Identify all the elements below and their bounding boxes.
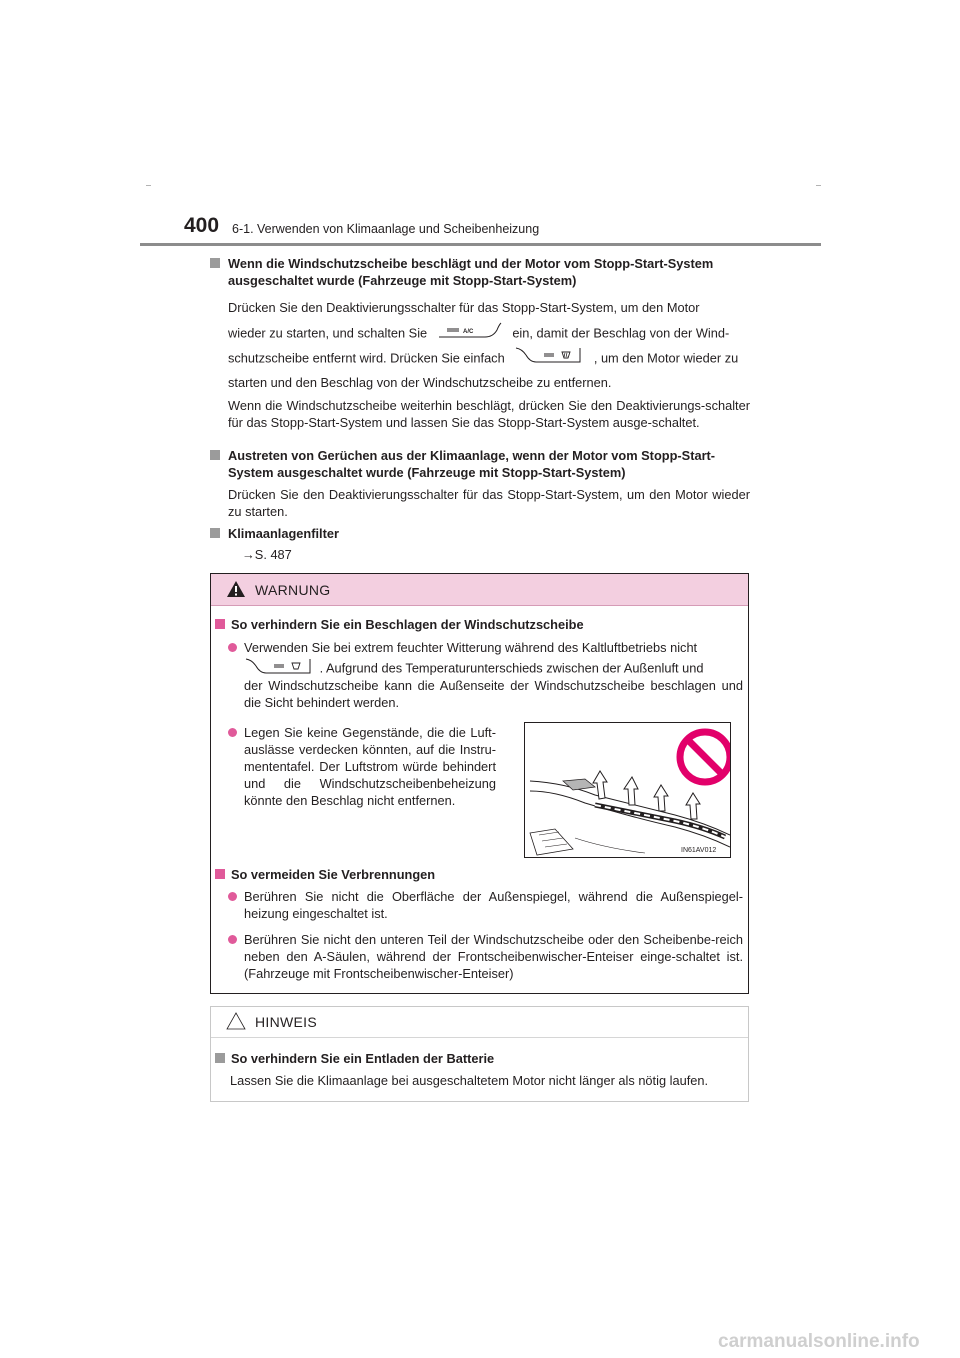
page-number: 400 bbox=[184, 214, 220, 237]
odor-text: Drücken Sie den Deaktivierungsschalter für das Stopp-Start-System, um den Motor wieder zu starten. bbox=[228, 487, 750, 519]
warning-header bbox=[211, 574, 748, 606]
fog-restart-text-line3a: schutzscheibe entfernt wird. Drücken Sie einfach bbox=[228, 350, 505, 366]
svg-text:A/C: A/C bbox=[462, 329, 474, 335]
warning-fog-heading: So verhindern Sie ein Beschlagen der Windschutzscheibe bbox=[211, 616, 743, 633]
round-bullet-icon bbox=[228, 892, 237, 901]
odor-section bbox=[210, 447, 750, 520]
note-battery-heading: So verhindern Sie ein Entladen der Batterie bbox=[211, 1050, 743, 1067]
warning-fog-bullet1-rest: der Windschutzscheibe kann die Außenseite der Windschutzscheibe beschlagen und die Sicht behindert werden. bbox=[244, 678, 743, 710]
square-bullet-icon bbox=[210, 450, 220, 460]
note-title: HINWEIS bbox=[255, 1014, 317, 1030]
square-bullet-icon bbox=[210, 528, 220, 538]
warning-fog-bullet1-line2: . Aufgrund des Temperaturunterschieds zwischen der Außenluft und bbox=[319, 660, 704, 676]
fog-restart-text-line4: starten und den Beschlag von der Windschutzscheibe zu entfernen. bbox=[228, 375, 612, 390]
ac-button-icon bbox=[437, 320, 503, 348]
filter-page-reference[interactable]: →S. 487 bbox=[242, 547, 292, 562]
warning-triangle-icon bbox=[226, 580, 246, 603]
fog-restart-text-line2a: wieder zu starten, und schalten Sie bbox=[228, 325, 428, 341]
fog-persist-text: Wenn die Windschutzscheibe weiterhin beschlägt, drücken Sie den Deaktivierungs-schalter für das Stopp-Start-System und lassen Sie das Stopp-Start-System ausge-schaltet. bbox=[228, 398, 750, 430]
warning-burn-bullet2: Berühren Sie nicht den unteren Teil der Windschutzscheibe oder den Scheibenbe-reich neben den A-Säulen, während der Frontscheibenwischer-Enteiser einge-schaltet ist. (Fahrzeuge mit Frontscheibenwischer-Enteiser) bbox=[244, 932, 743, 981]
fog-restart-text-line2b: ein, damit der Beschlag von der Wind- bbox=[512, 325, 730, 341]
fog-restart-text-line3b: , um den Motor wieder zu bbox=[593, 350, 739, 366]
note-battery-text: Lassen Sie die Klimaanlage bei ausgeschaltetem Motor nicht länger als nötig laufen. bbox=[230, 1073, 709, 1088]
warning-fog-bullet1-line1: Verwenden Sie bei extrem feuchter Witterung während des Kaltluftbetriebs nicht bbox=[244, 640, 698, 655]
warning-burn-bullet1: Berühren Sie nicht die Oberfläche der Außenspiegel, während die Außenspiegel-heizung eingeschaltet ist. bbox=[244, 889, 743, 921]
square-bullet-icon bbox=[215, 869, 225, 879]
round-bullet-icon bbox=[228, 935, 237, 944]
square-bullet-icon bbox=[215, 1053, 225, 1063]
round-bullet-icon bbox=[228, 643, 237, 652]
warning-burn-heading: So vermeiden Sie Verbrennungen bbox=[211, 866, 743, 883]
round-bullet-icon bbox=[228, 728, 237, 737]
dashboard-vent-figure bbox=[524, 722, 731, 858]
warning-fog-bullet2: Legen Sie keine Gegenstände, die die Luft-auslässe verdecken könnten, auf die Instru-mententafel. Der Luftstrom würde behindert und die Windschutzscheibenbeheizung könnte den Beschlag nicht entfernen. bbox=[244, 725, 496, 808]
windshield-defogger-button-icon bbox=[514, 345, 584, 373]
crop-mark-left bbox=[146, 185, 151, 186]
footer-watermark[interactable]: carmanualsonline.info bbox=[718, 1331, 920, 1352]
warning-burn-section bbox=[211, 866, 743, 982]
fog-restart-text-line1: Drücken Sie den Deaktivierungsschalter für das Stopp-Start-System, um den Motor bbox=[228, 300, 700, 315]
square-bullet-icon bbox=[215, 619, 225, 629]
note-header bbox=[211, 1007, 748, 1038]
section-title: 6-1. Verwenden von Klimaanlage und Scheibenheizung bbox=[232, 222, 540, 236]
figure-code: IN61AV012 bbox=[681, 847, 717, 854]
warning-title: WARNUNG bbox=[255, 582, 331, 598]
caution-triangle-outline-icon bbox=[226, 1012, 246, 1035]
header-rule bbox=[140, 243, 821, 246]
fog-restart-heading: Wenn die Windschutzscheibe beschlägt und der Motor vom Stopp-Start-System ausgeschaltet wurde (Fahrzeuge mit Stopp-Start-System) bbox=[210, 255, 750, 289]
odor-heading: Austreten von Gerüchen aus der Klimaanlage, wenn der Motor vom Stopp-Start- System ausgeschaltet wurde (Fahrzeuge mit Stopp-Start-System) bbox=[210, 447, 750, 481]
fog-restart-section bbox=[210, 255, 750, 431]
filter-heading: Klimaanlagenfilter bbox=[210, 525, 750, 542]
crop-mark-right bbox=[816, 185, 821, 186]
note-box bbox=[210, 1006, 749, 1102]
square-bullet-icon bbox=[210, 258, 220, 268]
note-battery-section bbox=[211, 1050, 743, 1089]
filter-section bbox=[210, 525, 750, 563]
